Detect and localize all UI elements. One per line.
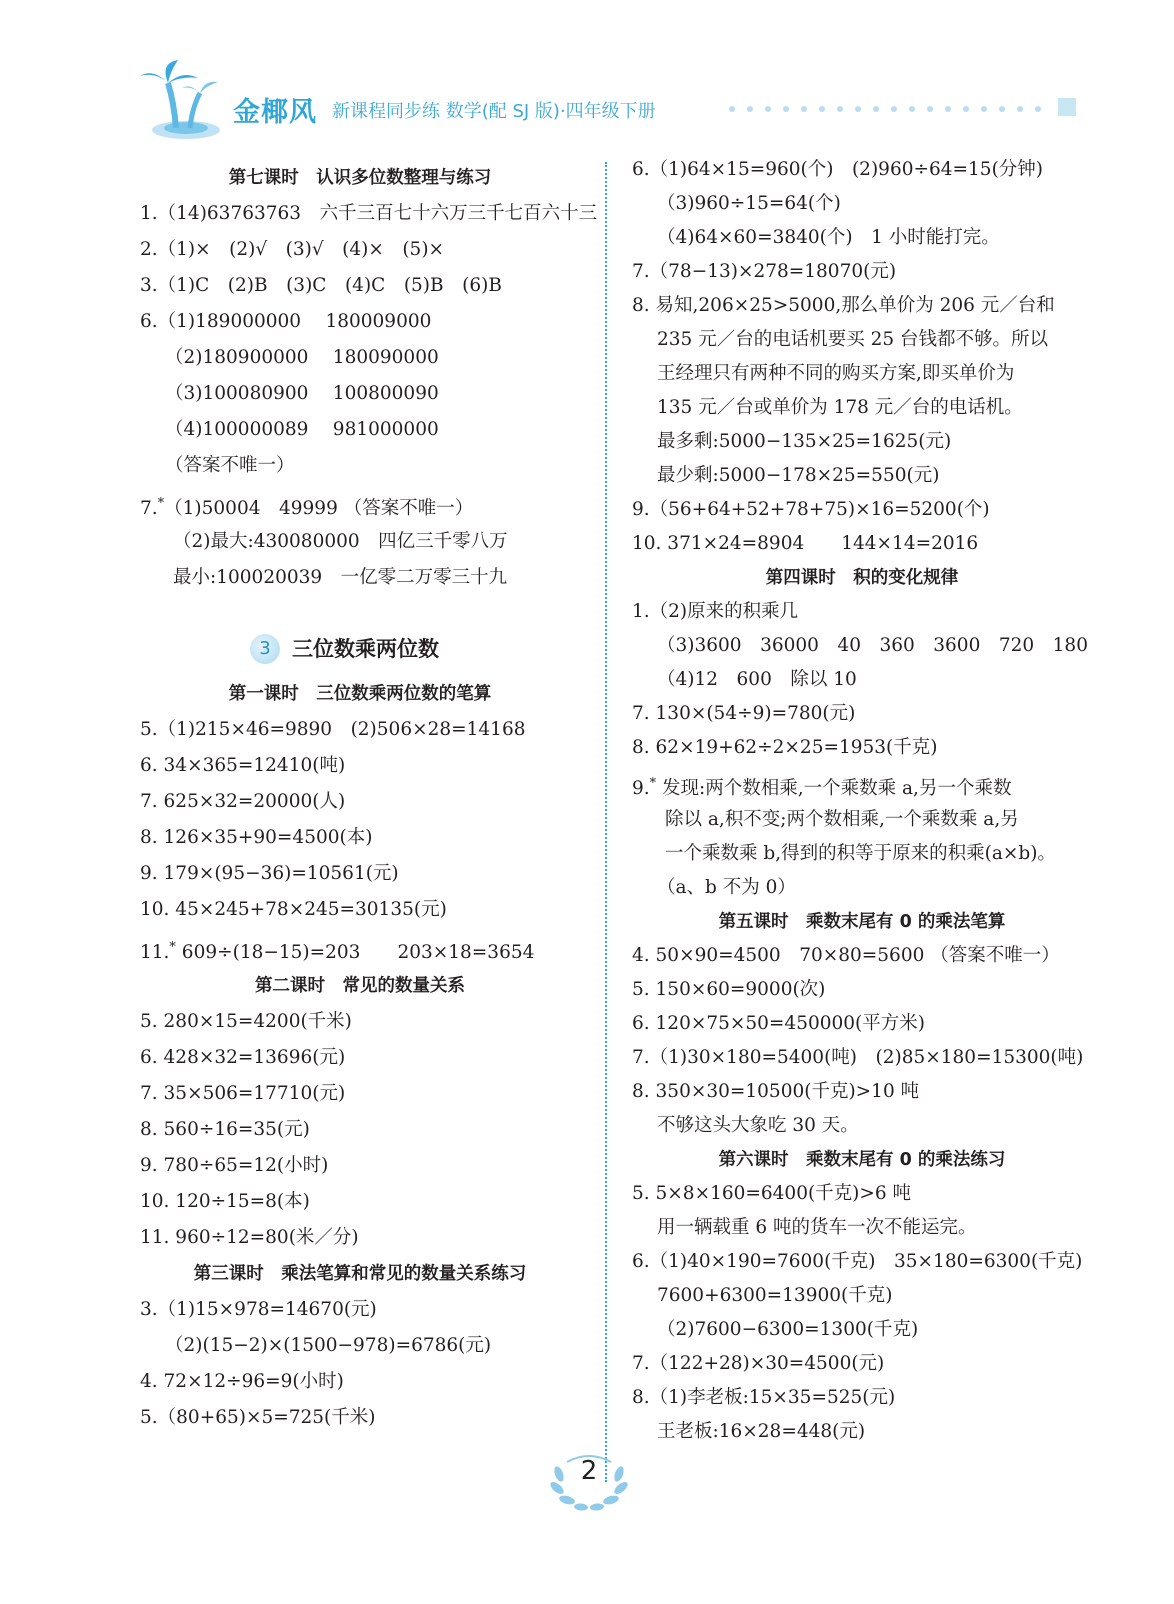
question-number: 7. [140, 498, 158, 520]
star-mark: * [649, 776, 657, 791]
answer-line: （3)100080900 100800090 [165, 383, 439, 404]
answer-line: 8. 560÷16=35(元) [140, 1119, 310, 1140]
answer-line: 一个乘数乘 b,得到的积等于原来的积乘(a×b)。 [665, 843, 1056, 864]
star-mark: * [157, 496, 165, 511]
page-header [0, 0, 1174, 150]
answer-line: 4. 50×90=4500 70×80=5600 （答案不唯一） [632, 945, 1060, 966]
answer-text: 发现:两个数相乘,一个乘数乘 a,另一个乘数 [656, 778, 1012, 800]
answer-line: 最小:100020039 一亿零二万零三十九 [173, 567, 508, 588]
unit-title: 三位数乘两位数 [292, 637, 439, 661]
answer-line: 9. 780÷65=12(小时) [140, 1155, 329, 1176]
answer-line: 11. 960÷12=80(米／分) [140, 1227, 359, 1248]
answer-line: 7600+6300=13900(千克) [657, 1285, 893, 1306]
answer-line: 王老板:16×28=448(元) [657, 1421, 866, 1442]
unit-number-badge: 3 [250, 634, 280, 664]
answer-line: （2)180900000 180090000 [165, 347, 439, 368]
answer-line: 6.（1)40×190=7600(千克) 35×180=6300(千克) [632, 1251, 1083, 1272]
section-title: 第七课时 认识多位数整理与练习 [228, 168, 492, 188]
section-title: 第三课时 乘法笔算和常见的数量关系练习 [193, 1264, 527, 1284]
section-title: 第六课时 乘数末尾有 0 的乘法练习 [718, 1150, 1006, 1170]
series-title: 新课程同步练 数学(配 SJ 版)·四年级下册 [332, 101, 656, 122]
answer-line: 135 元／台或单价为 178 元／台的电话机。 [657, 397, 1023, 418]
answer-line: 1.（14)63763763 六千三百七十六万三千七百六十三 [140, 203, 598, 224]
right-column [632, 153, 1092, 1449]
answer-line: 5.（80+65)×5=725(千米) [140, 1407, 376, 1428]
section-title: 第二课时 常见的数量关系 [255, 976, 465, 996]
answer-line [632, 765, 1092, 803]
answer-line: 1.（2)原来的积乘几 [632, 601, 799, 622]
answer-line: 5. 5×8×160=6400(千克)>6 吨 [632, 1183, 912, 1204]
answer-line: （2)7600−6300=1300(千克) [657, 1319, 919, 1340]
answer-line: 8.（1)李老板:15×35=525(元) [632, 1387, 896, 1408]
answer-line: 除以 a,积不变;两个数相乘,一个乘数乘 a,另 [665, 809, 1019, 830]
page-number-badge [547, 1452, 631, 1514]
unit-heading [140, 622, 580, 676]
answer-line: 7. 625×32=20000(人) [140, 791, 346, 812]
section-title: 第四课时 积的变化规律 [765, 568, 959, 588]
header-dot-rule [728, 105, 1058, 113]
brand-name: 金椰风 [233, 97, 317, 128]
answer-line [140, 484, 580, 524]
answer-line: （答案不唯一） [165, 455, 295, 476]
answer-line: 6.（1)189000000 180009000 [140, 311, 432, 332]
section-title: 第五课时 乘数末尾有 0 的乘法笔算 [718, 912, 1006, 932]
answer-line: 5. 280×15=4200(千米) [140, 1011, 352, 1032]
answer-line: 8. 126×35+90=4500(本) [140, 827, 373, 848]
answer-line: 6. 120×75×50=450000(平方米) [632, 1013, 925, 1034]
answer-line: 最少剩:5000−178×25=550(元) [657, 465, 940, 486]
answer-line: 用一辆载重 6 吨的货车一次不能运完。 [657, 1217, 977, 1238]
answer-line: 5.（1)215×46=9890 (2)506×28=14168 [140, 719, 526, 740]
answer-text: 609÷(18−15)=203 203×18=3654 [175, 942, 535, 964]
answer-line: （a、b 不为 0） [657, 877, 796, 898]
answer-line: 最多剩:5000−135×25=1625(元) [657, 431, 952, 452]
question-number: 11. [140, 942, 170, 964]
answer-line: 6. 34×365=12410(吨) [140, 755, 346, 776]
answer-line: 7. 130×(54÷9)=780(元) [632, 703, 856, 724]
star-mark: * [169, 940, 176, 955]
answer-line: （4)64×60=3840(个) 1 小时能打完。 [657, 227, 1000, 248]
answer-line: 7.（122+28)×30=4500(元) [632, 1353, 885, 1374]
answer-line: 7. 35×506=17710(元) [140, 1083, 346, 1104]
answer-line: 不够这头大象吃 30 天。 [657, 1115, 859, 1136]
answer-line [140, 928, 580, 968]
answer-line: 10. 45×245+78×245=30135(元) [140, 899, 447, 920]
answer-line: 10. 120÷15=8(本) [140, 1191, 310, 1212]
column-divider [605, 162, 607, 1482]
page-number: 2 [580, 1456, 598, 1486]
answer-line: （2)最大:430080000 四亿三千零八万 [173, 531, 508, 552]
answer-line: 2.（1)× (2)√ (3)√ (4)× (5)× [140, 239, 445, 260]
answer-line: （3)960÷15=64(个) [657, 193, 841, 214]
question-number: 9. [632, 778, 650, 800]
answer-line: 7.（78−13)×278=18070(元) [632, 261, 897, 282]
answer-line: 5. 150×60=9000(次) [632, 979, 826, 1000]
answer-line: 6.（1)64×15=960(个) (2)960÷64=15(分钟) [632, 159, 1044, 180]
answer-line: 3.（1)15×978=14670(元) [140, 1299, 377, 1320]
answer-line: 9. 179×(95−36)=10561(元) [140, 863, 399, 884]
header-end-square [1058, 98, 1076, 116]
answer-line: （2)(15−2)×(1500−978)=6786(元) [165, 1335, 492, 1356]
answer-line: 235 元／台的电话机要买 25 台钱都不够。所以 [657, 329, 1048, 350]
answer-line: 7.（1)30×180=5400(吨) (2)85×180=15300(吨) [632, 1047, 1084, 1068]
answer-line: 9.（56+64+52+78+75)×16=5200(个) [632, 499, 990, 520]
answer-line: 6. 428×32=13696(元) [140, 1047, 346, 1068]
answer-line: 10. 371×24=8904 144×14=2016 [632, 533, 979, 554]
palm-tree-island-icon [138, 58, 228, 144]
left-column [140, 160, 598, 1436]
section-title: 第一课时 三位数乘两位数的笔算 [228, 684, 492, 704]
answer-line: 8. 350×30=10500(千克)>10 吨 [632, 1081, 920, 1102]
answer-line: 3.（1)C (2)B (3)C (4)C (5)B (6)B [140, 275, 502, 296]
answer-line: （4)12 600 除以 10 [657, 669, 857, 690]
answer-line: 8. 易知,206×25>5000,那么单价为 206 元／台和 [632, 295, 1055, 316]
answer-line: （3)3600 36000 40 360 3600 720 180 [657, 635, 1088, 656]
answer-line: （4)100000089 981000000 [165, 419, 439, 440]
answer-line: 4. 72×12÷96=9(小时) [140, 1371, 344, 1392]
answer-line: 王经理只有两种不同的购买方案,即买单价为 [657, 363, 1015, 384]
answer-line: 8. 62×19+62÷2×25=1953(千克) [632, 737, 938, 758]
answer-text: （1)50004 49999 （答案不唯一） [164, 498, 474, 520]
